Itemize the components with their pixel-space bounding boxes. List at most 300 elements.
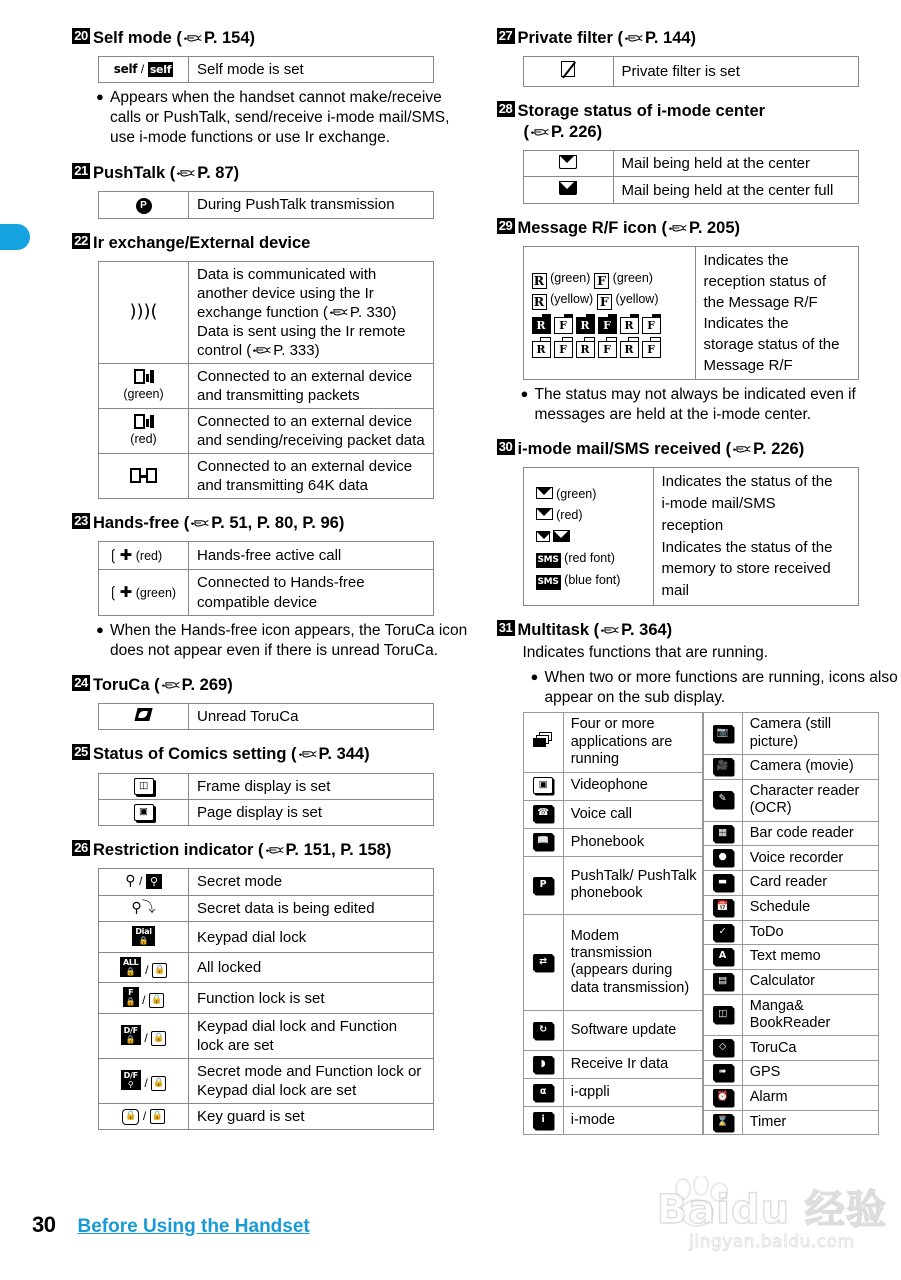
table-row bbox=[99, 57, 434, 83]
section-title-text: PushTalk ( bbox=[93, 163, 176, 182]
page-display-icon: ▣ bbox=[134, 804, 154, 821]
modem-icon: ⇄ bbox=[533, 954, 553, 971]
icon-cell bbox=[523, 1050, 563, 1078]
table-storage-status bbox=[523, 150, 859, 204]
desc-cell: Connected to Hands-free compatible device bbox=[189, 570, 434, 615]
rf-folder-icon: R bbox=[620, 341, 639, 358]
desc-line: Message R/F bbox=[703, 356, 793, 374]
section-title bbox=[93, 513, 477, 534]
section-heading-pushtalk bbox=[72, 163, 477, 184]
section-title-close: ) bbox=[249, 29, 256, 47]
desc-cell: Key guard is set bbox=[189, 1104, 434, 1130]
table-comics-status bbox=[98, 773, 434, 826]
section-title-line1: Storage status of i-mode center bbox=[517, 101, 766, 120]
icon-cell bbox=[99, 261, 189, 363]
icon-cell bbox=[703, 945, 742, 970]
rf-folder-icon: R bbox=[532, 317, 551, 334]
table-row bbox=[99, 983, 434, 1014]
bullet-dot-icon: ● bbox=[96, 621, 104, 637]
desc-line: the Message R/F bbox=[703, 293, 818, 311]
text-memo-icon: A bbox=[713, 948, 733, 965]
rf-folder-icon: R bbox=[620, 317, 639, 334]
key-guard-icon: 🔒 bbox=[122, 1109, 139, 1125]
desc-cell: Secret mode and Function lock or Keypad dial lock are set bbox=[189, 1058, 434, 1103]
alarm-icon: ⏰ bbox=[713, 1089, 733, 1106]
pushtalk-icon: P bbox=[533, 877, 553, 894]
label-cell: Receive Ir data bbox=[563, 1050, 702, 1078]
table-row bbox=[99, 261, 434, 363]
table-row bbox=[523, 1050, 702, 1078]
section-heading-storage-status bbox=[497, 101, 901, 143]
barcode-icon: ▦ bbox=[713, 825, 733, 842]
icon-cell bbox=[703, 713, 742, 755]
section-title-page-ref: P. 154 bbox=[203, 29, 250, 47]
table-row bbox=[703, 846, 878, 871]
table-row bbox=[523, 57, 858, 87]
desc-line: Indicates the status of the bbox=[661, 473, 833, 491]
section-number: 26 bbox=[72, 840, 90, 856]
self-mode-icon-inverted: self bbox=[149, 63, 172, 77]
envelope-outline-icon bbox=[536, 508, 553, 520]
desc-page-ref-2: P. 333 bbox=[273, 341, 315, 359]
icon-cell bbox=[99, 895, 189, 922]
icon-cell bbox=[703, 1036, 742, 1061]
all-lock-icon: ALL 🔒 bbox=[120, 957, 142, 977]
desc-cell: Secret mode bbox=[189, 868, 434, 895]
icon-cell: 🔒 / 🔒 bbox=[99, 1104, 189, 1130]
bullet-item bbox=[96, 88, 477, 148]
icon-cell bbox=[703, 969, 742, 994]
schedule-icon: 📅 bbox=[713, 899, 733, 916]
icon-cell bbox=[523, 246, 695, 379]
icon-cell bbox=[703, 895, 742, 920]
table-row bbox=[523, 713, 702, 772]
icon-note: (red) bbox=[135, 549, 163, 564]
section-title-close: ) bbox=[233, 163, 240, 182]
bullet-text: Appears when the handset cannot make/receive calls or PushTalk, send/receive i-mode mail/SMS, use i-mode functions or use Ir exchange. bbox=[110, 89, 450, 147]
section-title-close: ) bbox=[227, 675, 233, 694]
mail-icon-row bbox=[536, 547, 649, 569]
bullet-text: When the Hands-free icon appears, the ToruCa icon does not appear even if there is unread ToruCa. bbox=[110, 621, 468, 659]
label-cell: Phonebook bbox=[563, 828, 702, 856]
icon-cell bbox=[703, 1085, 742, 1110]
bullet-item bbox=[531, 668, 901, 708]
table-restriction-indicator bbox=[98, 868, 434, 1130]
section-title-close: ) bbox=[338, 514, 345, 533]
section-title-page-ref: P. 344 bbox=[318, 745, 365, 764]
section-title: Ir exchange/External device bbox=[93, 233, 311, 252]
rf-folder-icon: F bbox=[598, 341, 617, 358]
section-heading-ir-exchange bbox=[72, 233, 477, 254]
desc-cell: All locked bbox=[189, 952, 434, 983]
label-cell: Schedule bbox=[742, 895, 878, 920]
see-page-hand-icon bbox=[252, 344, 272, 357]
desc-text-2: ) Data is sent using the Ir remote control ( bbox=[197, 303, 406, 359]
desc-line: reception status of bbox=[703, 272, 827, 290]
icon-cell bbox=[523, 914, 563, 1010]
envelope-outline-icon bbox=[536, 487, 553, 499]
see-page-hand-icon bbox=[161, 679, 181, 692]
section-title-page-ref: P. 87 bbox=[197, 163, 234, 182]
icon-cell bbox=[523, 1010, 563, 1050]
desc-cell: Private filter is set bbox=[613, 57, 858, 87]
section-number: 25 bbox=[72, 744, 90, 760]
watermark-sub-text: jingyan.baidu.com bbox=[689, 1232, 855, 1252]
icon-cell bbox=[523, 800, 563, 828]
private-filter-icon bbox=[561, 61, 575, 77]
icon-note: (green) bbox=[135, 585, 177, 600]
desc-line: i-mode mail/SMS bbox=[661, 495, 776, 513]
desc-cell: Mail being held at the center full bbox=[613, 177, 858, 204]
desc-cell: Keypad dial lock and Function lock are set bbox=[189, 1013, 434, 1058]
stacked-windows-icon bbox=[533, 732, 553, 748]
section-heading-restriction-indicator bbox=[72, 840, 477, 861]
lock-small-icon: 🔒 bbox=[149, 993, 164, 1008]
label-cell: Manga& BookReader bbox=[742, 994, 878, 1036]
desc-cell: During PushTalk transmission bbox=[189, 191, 434, 218]
table-row bbox=[99, 922, 434, 953]
desc-cell bbox=[653, 468, 858, 606]
section-title-close: ) bbox=[364, 745, 370, 764]
table-row bbox=[703, 920, 878, 945]
desc-cell bbox=[695, 246, 858, 379]
table-row bbox=[703, 871, 878, 896]
toruca-icon bbox=[134, 708, 152, 721]
section-number: 20 bbox=[72, 28, 90, 44]
table-toruca bbox=[98, 703, 434, 731]
mail-icon-row bbox=[536, 526, 649, 547]
table-message-rf bbox=[523, 246, 859, 380]
table-row bbox=[523, 1010, 702, 1050]
icon-cell: ⚲ / ⚲ bbox=[99, 868, 189, 895]
message-f-icon: F bbox=[597, 294, 612, 310]
bullet-dot-icon: ● bbox=[530, 669, 539, 685]
lock-small-icon: 🔒 bbox=[151, 1076, 166, 1091]
left-column bbox=[72, 28, 477, 1135]
see-page-hand-icon bbox=[329, 306, 349, 319]
table-row bbox=[99, 454, 434, 499]
see-page-hand-icon bbox=[183, 32, 203, 45]
desc-cell: Keypad dial lock bbox=[189, 922, 434, 953]
section-title-close: ) bbox=[666, 620, 673, 639]
table-row bbox=[99, 703, 434, 730]
icon-cell bbox=[703, 821, 742, 846]
section-title-page-ref: P. 51, P. 80, P. 96 bbox=[211, 514, 339, 533]
section-number: 23 bbox=[72, 513, 90, 529]
section-heading-message-rf bbox=[497, 218, 901, 239]
desc-line: memory to store received bbox=[661, 560, 831, 578]
footer-section-link[interactable]: Before Using the Handset bbox=[77, 1216, 310, 1237]
key-solid-icon: ⚲ bbox=[146, 874, 162, 889]
rf-folder-icon: R bbox=[532, 341, 551, 358]
bullet-text: When two or more functions are running, icons also appear on the sub display. bbox=[544, 669, 898, 707]
section-heading-private-filter bbox=[497, 28, 901, 49]
section-title-page-ref: P. 226 bbox=[753, 440, 799, 459]
function-lock-icon: F 🔒 bbox=[123, 987, 139, 1007]
table-row bbox=[523, 1107, 702, 1135]
bullets-multitask bbox=[531, 668, 901, 708]
icon-note: (red font) bbox=[564, 551, 615, 566]
section-number: 31 bbox=[497, 620, 515, 636]
icon-cell bbox=[703, 871, 742, 896]
label-cell: Camera (movie) bbox=[742, 755, 878, 780]
rf-folder-row-1 bbox=[532, 312, 691, 334]
key-outline-icon: ⚲ bbox=[125, 872, 136, 889]
see-page-hand-icon bbox=[600, 624, 620, 637]
bullet-dot-icon: ● bbox=[96, 89, 104, 105]
table-row bbox=[523, 177, 858, 204]
gps-icon: ➠ bbox=[713, 1064, 733, 1081]
camera-still-icon: 📷 bbox=[713, 725, 733, 742]
icon-cell bbox=[99, 703, 189, 730]
rf-folder-icon: F bbox=[642, 341, 661, 358]
videophone-icon: ▣ bbox=[533, 777, 553, 794]
section-number: 22 bbox=[72, 233, 90, 249]
desc-cell: Function lock is set bbox=[189, 983, 434, 1014]
dial-function-lock-icon: D/F 🔒 bbox=[121, 1025, 141, 1045]
section-title bbox=[518, 218, 901, 239]
see-page-hand-icon bbox=[298, 748, 318, 761]
see-page-hand-icon bbox=[190, 517, 210, 530]
section-title-close: ) bbox=[690, 29, 697, 47]
section-title-text: Self mode ( bbox=[93, 29, 182, 47]
icon-cell bbox=[523, 468, 653, 606]
table-ir-exchange bbox=[98, 261, 434, 500]
section-number: 30 bbox=[497, 439, 515, 455]
table-row bbox=[523, 914, 702, 1010]
label-cell: ToruCa bbox=[742, 1036, 878, 1061]
label-cell: GPS bbox=[742, 1061, 878, 1086]
bullet-item bbox=[521, 385, 901, 425]
section-title bbox=[93, 28, 477, 49]
table-row bbox=[523, 150, 858, 177]
table-row bbox=[99, 868, 434, 895]
label-cell: ToDo bbox=[742, 920, 878, 945]
section-heading-self-mode bbox=[72, 28, 477, 49]
table-row bbox=[703, 821, 878, 846]
baidu-paw-watermark-icon bbox=[667, 1176, 733, 1228]
desc-line: mail bbox=[661, 582, 690, 600]
desc-line: Indicates the status of the bbox=[661, 538, 833, 556]
desc-cell: Frame display is set bbox=[189, 773, 434, 799]
todo-icon: ✓ bbox=[713, 924, 733, 941]
external-device-64k-icon bbox=[130, 468, 157, 485]
page-footer bbox=[32, 1212, 310, 1238]
section-title bbox=[93, 744, 477, 765]
section-title-text: Multitask ( bbox=[517, 620, 600, 639]
label-cell: Voice call bbox=[563, 800, 702, 828]
icon-cell bbox=[523, 1107, 563, 1135]
label-cell: PushTalk/ PushTalk phonebook bbox=[563, 856, 702, 914]
frame-display-icon: ◫ bbox=[134, 778, 154, 795]
label-cell: i-αppli bbox=[563, 1079, 702, 1107]
section-number: 28 bbox=[497, 101, 515, 117]
section-number: 21 bbox=[72, 163, 90, 179]
table-row bbox=[703, 1085, 878, 1110]
two-column-body bbox=[0, 28, 901, 1135]
table-row bbox=[523, 828, 702, 856]
table-row bbox=[99, 1104, 434, 1130]
card-reader-icon: ▬ bbox=[713, 874, 733, 891]
table-row bbox=[703, 994, 878, 1036]
section-heading-comics-status bbox=[72, 744, 477, 765]
calculator-icon: ▤ bbox=[713, 973, 733, 990]
lock-small-icon: 🔒 bbox=[150, 1109, 165, 1124]
message-r-icon: R bbox=[532, 273, 547, 289]
iappli-icon: α bbox=[533, 1084, 553, 1101]
icon-cell bbox=[523, 713, 563, 772]
icon-cell bbox=[523, 1079, 563, 1107]
section-title-text: Hands-free ( bbox=[93, 514, 190, 533]
table-row bbox=[703, 1110, 878, 1135]
section-title-page-ref: P. 151, P. 158 bbox=[285, 840, 386, 859]
section-heading-multitask bbox=[497, 620, 901, 641]
rf-folder-icon: F bbox=[598, 317, 617, 334]
desc-cell bbox=[189, 261, 434, 363]
table-row bbox=[99, 409, 434, 454]
pushtalk-icon: P bbox=[136, 198, 152, 214]
rf-icon-row bbox=[532, 289, 691, 310]
external-device-icon bbox=[134, 369, 154, 386]
table-imode-mail-sms bbox=[523, 467, 859, 606]
icon-cell bbox=[523, 177, 613, 204]
self-mode-icon: self bbox=[113, 62, 138, 77]
voice-recorder-icon: ● bbox=[713, 849, 733, 866]
table-row bbox=[703, 1036, 878, 1061]
icon-cell bbox=[99, 364, 189, 409]
icon-cell bbox=[99, 922, 189, 953]
table-row bbox=[703, 945, 878, 970]
icon-note: (green) bbox=[556, 486, 597, 501]
icon-cell: self / self bbox=[99, 57, 189, 83]
table-row bbox=[99, 542, 434, 570]
icon-cell bbox=[99, 454, 189, 499]
message-r-note: (yellow) bbox=[550, 291, 594, 306]
camera-movie-icon: 🎥 bbox=[713, 758, 733, 775]
label-cell: Four or more applications are running bbox=[563, 713, 702, 772]
voice-call-icon: ☎ bbox=[533, 805, 553, 822]
label-cell: Bar code reader bbox=[742, 821, 878, 846]
section-title bbox=[518, 28, 901, 49]
see-page-hand-icon bbox=[530, 126, 550, 139]
section-number: 24 bbox=[72, 675, 90, 691]
icon-note: (red) bbox=[130, 431, 157, 446]
table-row bbox=[703, 895, 878, 920]
section-title-page-ref: P. 226 bbox=[551, 122, 597, 141]
table-row bbox=[99, 1013, 434, 1058]
section-title bbox=[518, 439, 901, 460]
desc-cell: Unread ToruCa bbox=[189, 703, 434, 730]
handsfree-icon: ❲✚ bbox=[107, 582, 133, 601]
table-row bbox=[523, 800, 702, 828]
see-page-hand-icon bbox=[624, 32, 644, 45]
icon-cell bbox=[99, 191, 189, 218]
bullet-text: The status may not always be indicated even if messages are held at the i-mode center. bbox=[534, 385, 856, 424]
table-row bbox=[523, 772, 702, 800]
see-page-hand-icon bbox=[265, 844, 285, 857]
icon-cell bbox=[703, 846, 742, 871]
section-title-text: Restriction indicator ( bbox=[93, 840, 264, 859]
toruca-icon: ◇ bbox=[713, 1039, 733, 1056]
bullets-self-mode bbox=[96, 88, 477, 148]
section-number: 27 bbox=[497, 28, 515, 44]
table-private-filter bbox=[523, 56, 859, 87]
icon-cell: D/F ⚲ / 🔒 bbox=[99, 1058, 189, 1103]
ocr-icon: ✎ bbox=[713, 791, 733, 808]
section-title-text: ToruCa ( bbox=[93, 675, 160, 694]
label-cell: Camera (still picture) bbox=[742, 713, 878, 755]
section-title-text: Private filter ( bbox=[517, 29, 623, 47]
desc-page-ref-1: P. 330 bbox=[349, 303, 392, 321]
icon-cell bbox=[99, 799, 189, 825]
label-cell: Software update bbox=[563, 1010, 702, 1050]
timer-icon: ⌛ bbox=[713, 1114, 733, 1131]
section-title bbox=[93, 675, 477, 696]
icon-cell bbox=[703, 1061, 742, 1086]
desc-cell: Connected to an external device and transmitting 64K data bbox=[189, 454, 434, 499]
rf-folder-icon: R bbox=[576, 317, 595, 334]
rf-icon-row bbox=[532, 268, 691, 289]
section-title-open-paren: ( bbox=[523, 122, 529, 141]
section-title-close: ) bbox=[798, 440, 805, 459]
icon-note: (blue font) bbox=[564, 572, 621, 587]
rf-folder-icon: F bbox=[554, 341, 573, 358]
sms-block-icon: SMS bbox=[536, 553, 561, 568]
icon-cell bbox=[523, 856, 563, 914]
icon-cell bbox=[99, 773, 189, 799]
phonebook-icon: 📖 bbox=[533, 833, 553, 850]
lock-small-icon: 🔒 bbox=[152, 963, 167, 978]
table-row bbox=[703, 1061, 878, 1086]
desc-line: Indicates the bbox=[703, 251, 789, 269]
table-row bbox=[99, 364, 434, 409]
table-row bbox=[703, 969, 878, 994]
table-row bbox=[99, 570, 434, 615]
icon-cell bbox=[99, 570, 189, 615]
label-cell: Character reader (OCR) bbox=[742, 779, 878, 821]
table-multitask-left bbox=[523, 712, 703, 1135]
label-cell: Videophone bbox=[563, 772, 702, 800]
icon-cell bbox=[703, 994, 742, 1036]
label-cell: Modem transmission (appears during data transmission) bbox=[563, 914, 702, 1010]
multitask-intro: Indicates functions that are running. bbox=[522, 643, 769, 661]
desc-line: reception bbox=[661, 516, 724, 534]
see-page-hand-icon bbox=[176, 167, 196, 180]
label-cell: Voice recorder bbox=[742, 846, 878, 871]
section-title bbox=[93, 163, 477, 184]
mail-held-icon bbox=[559, 155, 577, 169]
table-row bbox=[523, 246, 858, 379]
bullets-message-rf bbox=[521, 385, 901, 425]
table-row bbox=[523, 856, 702, 914]
icon-cell bbox=[703, 779, 742, 821]
see-page-hand-icon bbox=[668, 222, 688, 235]
table-row bbox=[99, 799, 434, 825]
table-row bbox=[99, 1058, 434, 1103]
receive-ir-icon: ◗ bbox=[533, 1056, 553, 1073]
icon-cell: ALL 🔒 / 🔒 bbox=[99, 952, 189, 983]
rf-folder-row-2 bbox=[532, 336, 691, 358]
icon-cell bbox=[523, 828, 563, 856]
page-number: 30 bbox=[32, 1212, 56, 1237]
multitask-tables bbox=[523, 712, 901, 1135]
icon-cell bbox=[703, 755, 742, 780]
desc-cell: Secret data is being edited bbox=[189, 895, 434, 922]
key-pencil-icon: ⚲⤵ bbox=[131, 899, 156, 916]
table-pushtalk bbox=[98, 191, 434, 219]
mail-icon-row bbox=[536, 504, 649, 526]
icon-cell bbox=[99, 409, 189, 454]
